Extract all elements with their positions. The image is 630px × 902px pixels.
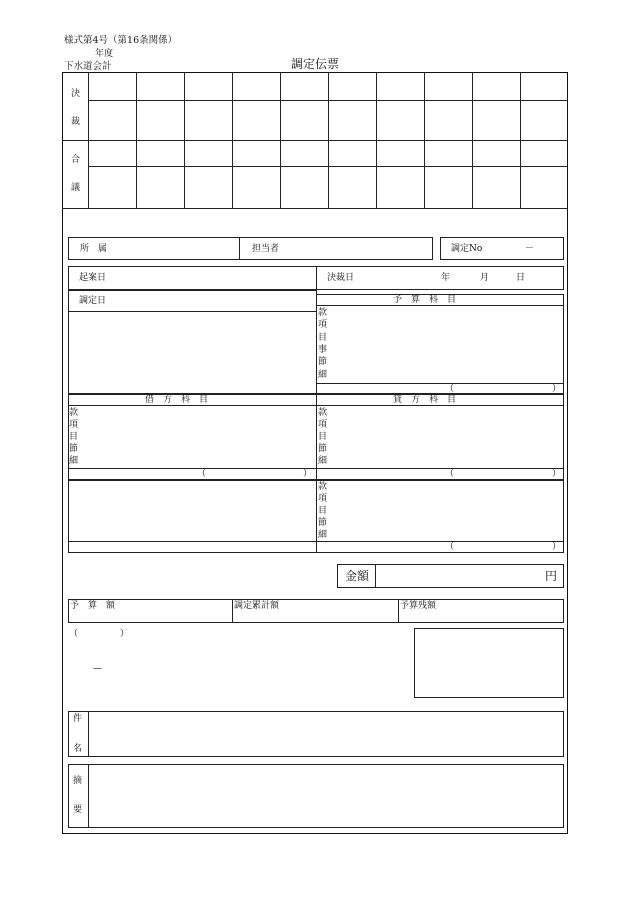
notes-paren-open: （ [69, 629, 79, 639]
department-label: 所 属 [80, 244, 108, 254]
person-label: 担当者 [252, 244, 280, 254]
amount-box [337, 564, 564, 588]
amount-unit: 円 [545, 569, 558, 583]
credit-item: 目 [318, 432, 328, 442]
adjust-number-dash: － [525, 244, 535, 254]
year-label: 年 [441, 273, 451, 283]
credit-item: 節 [318, 444, 328, 454]
credit2-paren-open: （ [445, 542, 455, 552]
debit-paren-open: （ [197, 469, 207, 479]
subject-char: 名 [73, 744, 83, 754]
month-label: 月 [480, 273, 490, 283]
subject-box [68, 711, 564, 757]
credit-paren-open: （ [445, 469, 455, 479]
budget-paren-open: （ [445, 384, 455, 394]
subject-char: 件 [73, 714, 83, 724]
debit-item: 目 [69, 432, 79, 442]
budget-totals-row [68, 599, 564, 623]
budget-item: 目 [318, 333, 328, 343]
credit2-item: 款 [318, 482, 328, 492]
credit-item: 項 [318, 420, 328, 430]
decision-char: 裁 [71, 117, 81, 127]
credit2-item: 節 [318, 518, 328, 528]
page-title: 調定伝票 [291, 57, 340, 71]
debit-paren-close: ） [303, 469, 313, 479]
debit-item: 款 [69, 408, 79, 418]
form-number: 様式第4号（第16条関係） [64, 35, 178, 46]
stamp-box [414, 628, 564, 698]
budget-paren-close: ） [552, 384, 562, 394]
budget-item: 節 [318, 357, 328, 367]
budget-item: 款 [318, 308, 328, 318]
amount-label: 金額 [345, 569, 370, 583]
debit-item: 項 [69, 420, 79, 430]
summary-char: 摘 [73, 776, 83, 786]
budget-item: 細 [318, 370, 328, 380]
summary-char: 要 [73, 805, 83, 815]
cumulative-label: 調定累計額 [234, 601, 280, 611]
budget-account-box [316, 294, 564, 394]
notes-dash: — [93, 664, 102, 674]
credit2-item: 細 [318, 530, 328, 540]
draft-date-label: 起案日 [79, 273, 107, 283]
budget-account-header: 予 算 科 目 [393, 295, 457, 305]
credit2-paren-close: ） [552, 542, 562, 552]
debit-header: 借 方 科 目 [145, 395, 209, 405]
decision-char: 決 [71, 89, 81, 99]
adjust-date-label: 調定日 [79, 296, 107, 306]
day-label: 日 [516, 273, 526, 283]
credit-header: 貸 方 科 目 [393, 395, 457, 405]
debit-item: 細 [69, 456, 79, 466]
consult-char: 合 [71, 155, 81, 165]
credit-paren-close: ） [552, 469, 562, 479]
remaining-label: 予算残額 [400, 601, 437, 611]
fiscal-year-label: 年度 [95, 49, 114, 59]
credit2-item: 項 [318, 494, 328, 504]
department-person-box [68, 237, 433, 260]
budget-item: 事 [318, 345, 328, 355]
notes-paren-close: ） [120, 629, 130, 639]
decision-date-label: 決裁日 [327, 273, 355, 283]
adjust-number-label: 調定No [451, 244, 483, 254]
account-label: 下水道会計 [64, 61, 112, 72]
consult-char: 議 [71, 183, 81, 193]
credit2-item: 目 [318, 506, 328, 516]
budget-item: 項 [318, 320, 328, 330]
budget-amount-label: 予 算 額 [70, 601, 116, 611]
debit-item: 節 [69, 444, 79, 454]
credit-item: 細 [318, 456, 328, 466]
credit-item: 款 [318, 408, 328, 418]
summary-box [68, 764, 564, 828]
